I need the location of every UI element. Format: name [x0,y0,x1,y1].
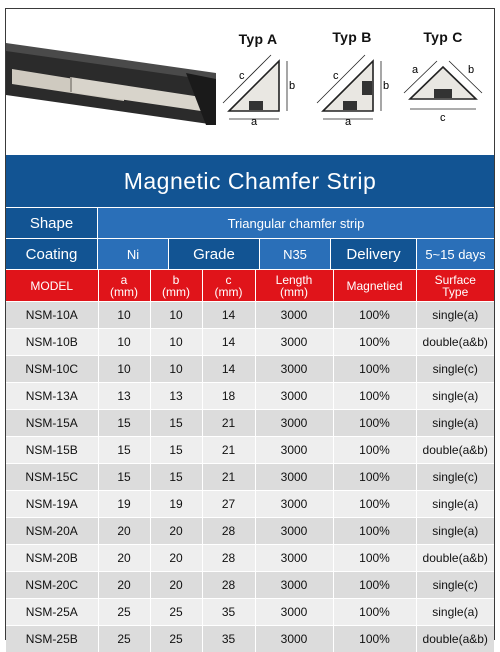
cell-b: 25 [150,599,202,626]
cell-surface-type: single(a) [416,410,494,437]
cell-surface-type: double(a&b) [416,437,494,464]
product-sheet [5,8,495,640]
column-header-text: Magnetied [346,279,402,293]
cell-model: NSM-15C [6,464,98,491]
cell-b: 25 [150,626,202,652]
column-header-length [255,270,333,302]
shape-label: Shape [6,208,98,238]
cell-length: 3000 [255,518,333,545]
cell-length: 3000 [255,383,333,410]
table-row [6,545,494,572]
column-header-b [150,270,202,302]
column-header-c [202,270,255,302]
cell-length: 3000 [255,356,333,383]
cell-b: 15 [150,437,202,464]
cell-magnetized: 100% [333,572,416,599]
typ-a-shape [221,49,295,125]
table-row [6,383,494,410]
shape-value: Triangular chamfer strip [98,208,494,238]
cell-magnetized: 100% [333,356,416,383]
cell-a: 10 [98,329,150,356]
cell-a: 10 [98,356,150,383]
cell-c: 28 [202,545,255,572]
cell-c: 27 [202,491,255,518]
cell-a: 25 [98,599,150,626]
typ-b-label-b: b [383,80,389,92]
cell-magnetized: 100% [333,545,416,572]
cell-surface-type: single(a) [416,383,494,410]
cell-a: 25 [98,626,150,652]
typ-b-label-c: c [333,70,339,82]
cell-b: 20 [150,518,202,545]
cell-b: 13 [150,383,202,410]
table-header-row [6,270,494,302]
page-title: Magnetic Chamfer Strip [6,155,494,207]
cell-model: NSM-25B [6,626,98,652]
table-row [6,518,494,545]
table-row [6,329,494,356]
cell-surface-type: double(a&b) [416,626,494,652]
cell-surface-type: single(c) [416,356,494,383]
cell-model: NSM-10C [6,356,98,383]
typ-c-shape [400,47,486,125]
cell-c: 21 [202,464,255,491]
cell-length: 3000 [255,302,333,329]
hero-section [6,9,494,155]
column-header-unit: (mm) [110,285,138,299]
cell-c: 18 [202,383,255,410]
cell-model: NSM-13A [6,383,98,410]
column-header-model [6,270,98,302]
cell-a: 15 [98,410,150,437]
coating-value: Ni [98,239,169,269]
cell-length: 3000 [255,626,333,652]
typ-a-label-a: a [251,116,258,125]
column-header-magnetized [333,270,416,302]
cell-c: 28 [202,518,255,545]
column-header-surface-type [416,270,494,302]
column-header-a [98,270,150,302]
column-header-unit: (mm) [162,285,190,299]
info-row-shape [6,208,494,238]
typ-a-label-c: c [239,70,245,82]
cell-a: 10 [98,302,150,329]
cell-c: 35 [202,626,255,652]
typ-a-title: Typ A [218,31,298,47]
cell-b: 10 [150,302,202,329]
cell-surface-type: double(a&b) [416,545,494,572]
cell-b: 15 [150,410,202,437]
cell-length: 3000 [255,545,333,572]
column-header-unit: Type [442,285,468,299]
cell-length: 3000 [255,410,333,437]
cell-c: 21 [202,437,255,464]
table-row [6,410,494,437]
cell-model: NSM-20B [6,545,98,572]
typ-c-label-c: c [440,112,446,124]
table-row [6,572,494,599]
column-header-text: b [173,273,180,287]
table-row [6,437,494,464]
cell-a: 15 [98,464,150,491]
cell-magnetized: 100% [333,410,416,437]
cell-magnetized: 100% [333,464,416,491]
cell-b: 20 [150,545,202,572]
column-header-text: a [121,273,128,287]
table-row [6,626,494,652]
typ-c-label-b: b [468,64,474,76]
column-header-text: Surface [435,273,476,287]
cell-length: 3000 [255,329,333,356]
cell-c: 35 [202,599,255,626]
typ-a-label-b: b [289,80,295,92]
cell-magnetized: 100% [333,329,416,356]
cell-c: 14 [202,329,255,356]
cell-b: 20 [150,572,202,599]
cell-c: 21 [202,410,255,437]
cell-b: 10 [150,356,202,383]
chamfer-strip-photo [6,29,216,129]
cell-surface-type: single(a) [416,491,494,518]
cell-magnetized: 100% [333,491,416,518]
cell-model: NSM-20C [6,572,98,599]
cell-length: 3000 [255,572,333,599]
typ-c-diagram [398,29,488,125]
delivery-label: Delivery [331,239,417,269]
cell-model: NSM-20A [6,518,98,545]
cell-surface-type: single(a) [416,518,494,545]
cell-magnetized: 100% [333,599,416,626]
coating-label: Coating [6,239,98,269]
cell-model: NSM-10A [6,302,98,329]
cell-magnetized: 100% [333,626,416,652]
typ-a-diagram [218,31,298,125]
cell-a: 20 [98,518,150,545]
cell-c: 28 [202,572,255,599]
spec-table [6,270,494,652]
cell-c: 14 [202,302,255,329]
delivery-value: 5~15 days [417,239,494,269]
cell-magnetized: 100% [333,518,416,545]
cell-surface-type: single(c) [416,464,494,491]
table-body [6,302,494,652]
cell-a: 13 [98,383,150,410]
table-row [6,491,494,518]
column-header-unit: (mm) [215,285,243,299]
cell-b: 15 [150,464,202,491]
table-row [6,356,494,383]
cell-surface-type: single(c) [416,572,494,599]
grade-value: N35 [260,239,331,269]
table-row [6,464,494,491]
cell-model: NSM-15B [6,437,98,464]
cell-magnetized: 100% [333,437,416,464]
cell-c: 14 [202,356,255,383]
typ-b-title: Typ B [312,29,392,45]
cell-a: 20 [98,572,150,599]
cell-magnetized: 100% [333,302,416,329]
column-header-unit: (mm) [280,285,308,299]
cell-surface-type: single(a) [416,302,494,329]
cell-surface-type: double(a&b) [416,329,494,356]
info-row-specs [6,239,494,269]
cell-magnetized: 100% [333,383,416,410]
column-header-text: c [226,273,232,287]
cell-length: 3000 [255,437,333,464]
table-row [6,599,494,626]
cell-b: 10 [150,329,202,356]
column-header-text: MODEL [30,279,73,293]
cell-model: NSM-25A [6,599,98,626]
cell-surface-type: single(a) [416,599,494,626]
table-row [6,302,494,329]
cell-b: 19 [150,491,202,518]
cell-length: 3000 [255,491,333,518]
cell-a: 19 [98,491,150,518]
typ-b-shape [315,47,389,125]
column-header-text: Length [276,273,313,287]
typ-b-diagram [312,29,392,125]
typ-c-label-a: a [412,64,419,76]
typ-b-label-a: a [345,116,352,125]
cell-a: 20 [98,545,150,572]
cell-length: 3000 [255,464,333,491]
cell-length: 3000 [255,599,333,626]
cell-model: NSM-19A [6,491,98,518]
typ-c-title: Typ C [398,29,488,45]
cell-model: NSM-10B [6,329,98,356]
grade-label: Grade [169,239,260,269]
cell-a: 15 [98,437,150,464]
cell-model: NSM-15A [6,410,98,437]
